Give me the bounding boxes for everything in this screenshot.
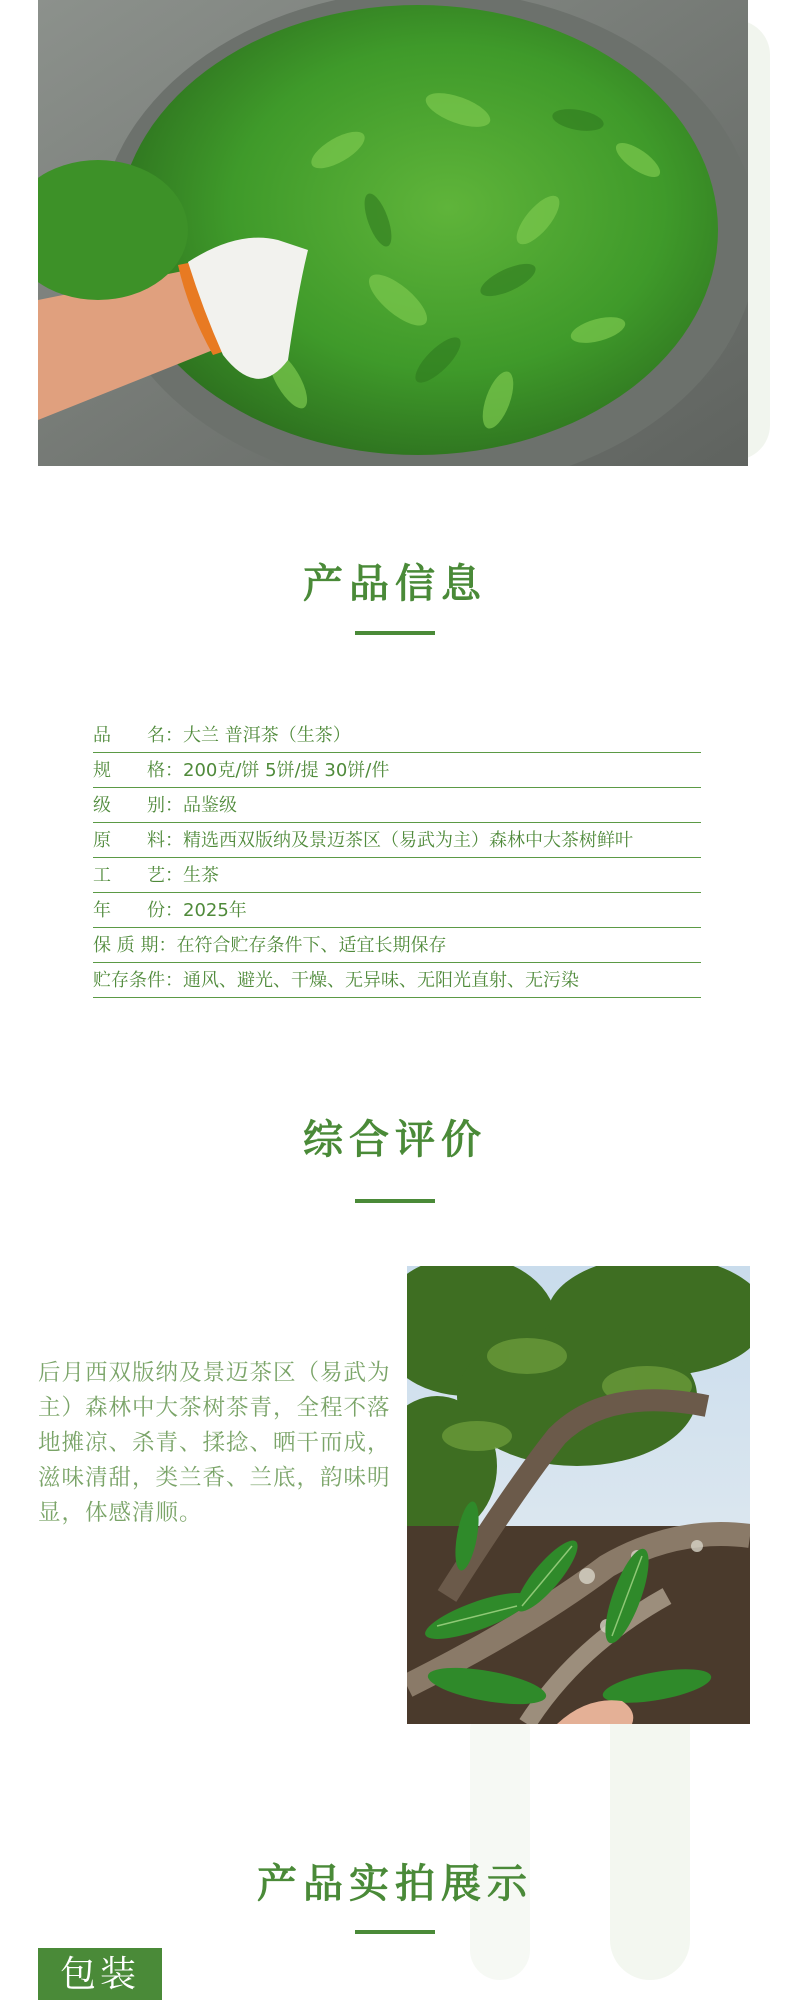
spec-value: 品鉴级 [183, 795, 237, 816]
spec-row-storage [93, 963, 701, 998]
spec-row-process [93, 858, 701, 893]
spec-key: 规 格： [93, 760, 183, 781]
packaging-tag: 包装 [38, 1948, 162, 2000]
spec-value: 在符合贮存条件下、适宜长期保存 [176, 935, 447, 956]
spec-value: 生茶 [183, 865, 219, 886]
tea-tree-photo [407, 1266, 750, 1724]
spec-row-shelf-life [93, 928, 701, 963]
spec-key: 贮存条件： [93, 970, 183, 991]
spec-value: 通风、避光、干燥、无异味、无阳光直射、无污染 [183, 970, 579, 991]
spec-value: 精选西双版纳及景迈茶区（易武为主）森林中大茶树鲜叶 [183, 830, 633, 851]
spec-key: 保 质 期： [93, 935, 177, 956]
section-title-showcase: 产品实拍展示 [257, 1861, 533, 1907]
spec-key: 品 名： [93, 725, 183, 746]
spec-row-grade [93, 788, 701, 823]
spec-key: 工 艺： [93, 865, 183, 886]
background-calligraphy [470, 1700, 530, 1980]
review-text: 后月西双版纳及景迈茶区（易武为主）森林中大茶树茶青，全程不落地摊凉、杀青、揉捻、晒干而成，滋味清甜，类兰香、兰底，韵味明显，体感清顺。 [38, 1360, 391, 1526]
title-underline [355, 631, 435, 635]
tea-leaves-photo [38, 0, 748, 466]
title-underline [355, 1930, 435, 1934]
spec-key: 级 别： [93, 795, 183, 816]
spec-value: 2025年 [183, 900, 247, 921]
spec-key: 原 料： [93, 830, 183, 851]
section-title-review: 综合评价 [303, 1117, 487, 1163]
spec-row-size [93, 753, 701, 788]
spec-value: 大兰 普洱茶（生茶） [183, 725, 351, 746]
title-underline [355, 1199, 435, 1203]
section-title-product-info: 产品信息 [303, 561, 487, 607]
spec-row-name [93, 718, 701, 753]
spec-value: 200克/饼 5饼/提 30饼/件 [183, 760, 390, 781]
spec-row-year [93, 893, 701, 928]
spec-row-material [93, 823, 701, 858]
spec-table [93, 718, 701, 998]
spec-key: 年 份： [93, 900, 183, 921]
